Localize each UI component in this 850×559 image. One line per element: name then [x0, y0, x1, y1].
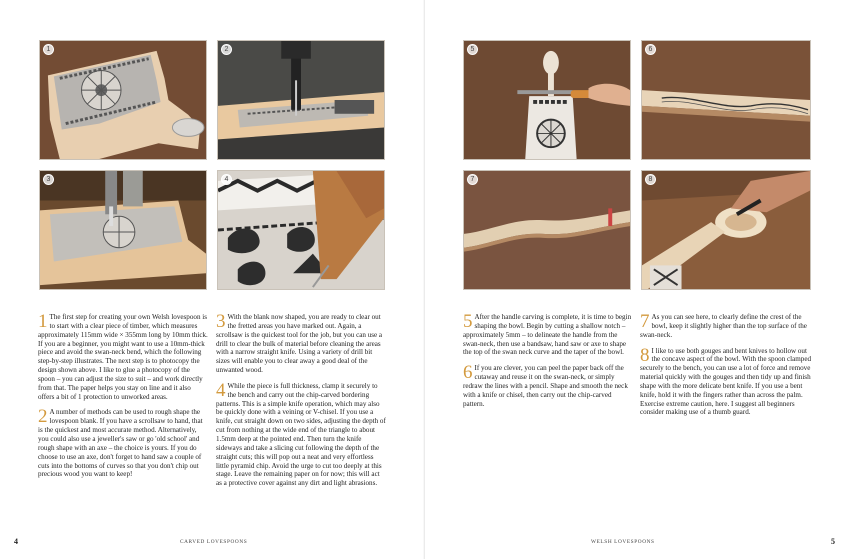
step-text: A number of methods can be used to rough shape the lovespoon blank. If you have a scrollsaw to hand, that is the quickest and most accurate method. Alternatively, you could also use a jeweller's saw or go 'old school' and rough shape with an axe – the choice is yours. If you do choose to use an axe, don't forget to hand saw a couple of cuts into the bottoms of curves so that you don't chip out precious wood you want to keep! — [38, 408, 203, 479]
step-6-paragraph — [463, 364, 633, 408]
photo-number-badge: 7 — [467, 174, 478, 185]
page-number: 4 — [14, 537, 18, 546]
step-3-paragraph — [216, 313, 386, 375]
running-head: WELSH LOVESPOONS — [591, 539, 655, 545]
step-text: While the piece is full thickness, clamp it securely to the bench and carry out the chip-carved bordering patterns. This is a simple knife operation, which may also be quickly done with a veining or V-chisel. If you use a knife, cut straight down on two sides, adjusting the depth of cut from nothing at the wide end of the triangle to about 1.5mm deep at the pointed end. Then turn the knife sideways and take a slicing cut following the depth of the straight cuts; this will pop out a neat and very effortless little pyramid chip. Avoid the urge to cut too deeply at this stage. Leave the remaining paper on for now; this will act as a protective cover against any dirt and light abrasions. — [216, 381, 386, 488]
photo-number-badge: 3 — [43, 174, 54, 185]
step-number: 4 — [216, 379, 226, 401]
step-text: After the handle carving is complete, it is time to begin shaping the bowl. Begin by cutting a shallow notch – approximately 5mm – to delineate the handle from the swan-neck, then use a bandsaw, hand saw or axe to shape the top of the swan neck curve and the taper of the bowl. — [463, 313, 632, 357]
step-7-paragraph — [640, 313, 812, 340]
knife-carving-photo — [217, 170, 385, 290]
photo-number-badge: 1 — [43, 44, 54, 55]
text-column-1 — [38, 313, 208, 486]
step-number: 3 — [216, 311, 226, 332]
step-8-paragraph — [640, 344, 812, 418]
spoon-bowl-photo — [463, 40, 631, 160]
step-number: 7 — [640, 311, 650, 332]
step-5-paragraph — [463, 313, 633, 357]
bent-knife-photo — [641, 170, 811, 290]
swan-neck-photo — [463, 170, 631, 290]
handle-side-photo — [641, 40, 811, 160]
photo-number-badge: 8 — [645, 174, 656, 185]
scrollsaw-photo — [217, 40, 385, 160]
fretted-blank-photo — [39, 40, 207, 160]
step-number: 6 — [463, 362, 473, 384]
right-page — [425, 0, 850, 559]
step-number: 5 — [463, 311, 473, 332]
step-text: The first step for creating your own Welsh lovespoon is to start with a clear piece of timber, which measures approximately 115mm wide × 355mm long by 10mm thick. If you are a beginner, you might want to use a 10mm-thick piece and avoid the swan-neck bend, which the following step-by-step illustrates. The next step is to photocopy the design shown above. I like to glue a photocopy of the spoon – you can adjust the size to suit – and work directly from that. The paper helps you stay on line and it also offers a bit of 1 protection to unworked areas. — [38, 313, 208, 401]
drill-press-photo — [39, 170, 207, 290]
step-number: 2 — [38, 406, 48, 428]
photo-number-badge: 6 — [645, 44, 656, 55]
text-column-4 — [640, 313, 812, 424]
text-column-2 — [216, 313, 386, 495]
step-4-paragraph — [216, 379, 386, 488]
step-2-paragraph — [38, 408, 208, 479]
step-text: As you can see here, to clearly define the crest of the bowl, keep it slightly higher than the top surface of the swan-neck. — [640, 313, 807, 339]
running-head: CARVED LOVESPOONS — [180, 539, 248, 545]
photo-number-badge: 4 — [221, 174, 232, 185]
step-1-paragraph — [38, 313, 208, 401]
step-number: 8 — [640, 344, 650, 366]
step-text: With the blank now shaped, you are ready to clear out the fretted areas you have marked out. Again, a scrollsaw is the quickest tool for the job, but you can use a drill to clear the bulk of material before cleaning the areas with a narrow straight knife. Using a variety of drill bit sizes will enable you to clear away a good deal of the unwanted wood. — [216, 313, 383, 375]
step-text: If you are clever, you can peel the paper back off the cutaway and reuse it on the swan-neck, or simply redraw the lines with a pencil. Shape and smooth the neck with a knife or chisel, then carry out the chip-carved pattern. — [463, 364, 628, 408]
text-column-3 — [463, 313, 633, 415]
step-text: I like to use both gouges and bent knives to hollow out the concave aspect of the bowl. With the spoon clamped securely to the bench, you can use a lot of force and remove material quickly with the gouges and then tidy up and finish shape with the more delicate bent knife. If you use a bent knife, hold it with the fingers rather than across the palm. Exercise extreme caution, here. I suggest all beginners consider making use of a thumb guard. — [640, 346, 812, 417]
step-number: 1 — [38, 311, 48, 332]
photo-number-badge: 5 — [467, 44, 478, 55]
photo-number-badge: 2 — [221, 44, 232, 55]
page-number: 5 — [831, 537, 835, 546]
